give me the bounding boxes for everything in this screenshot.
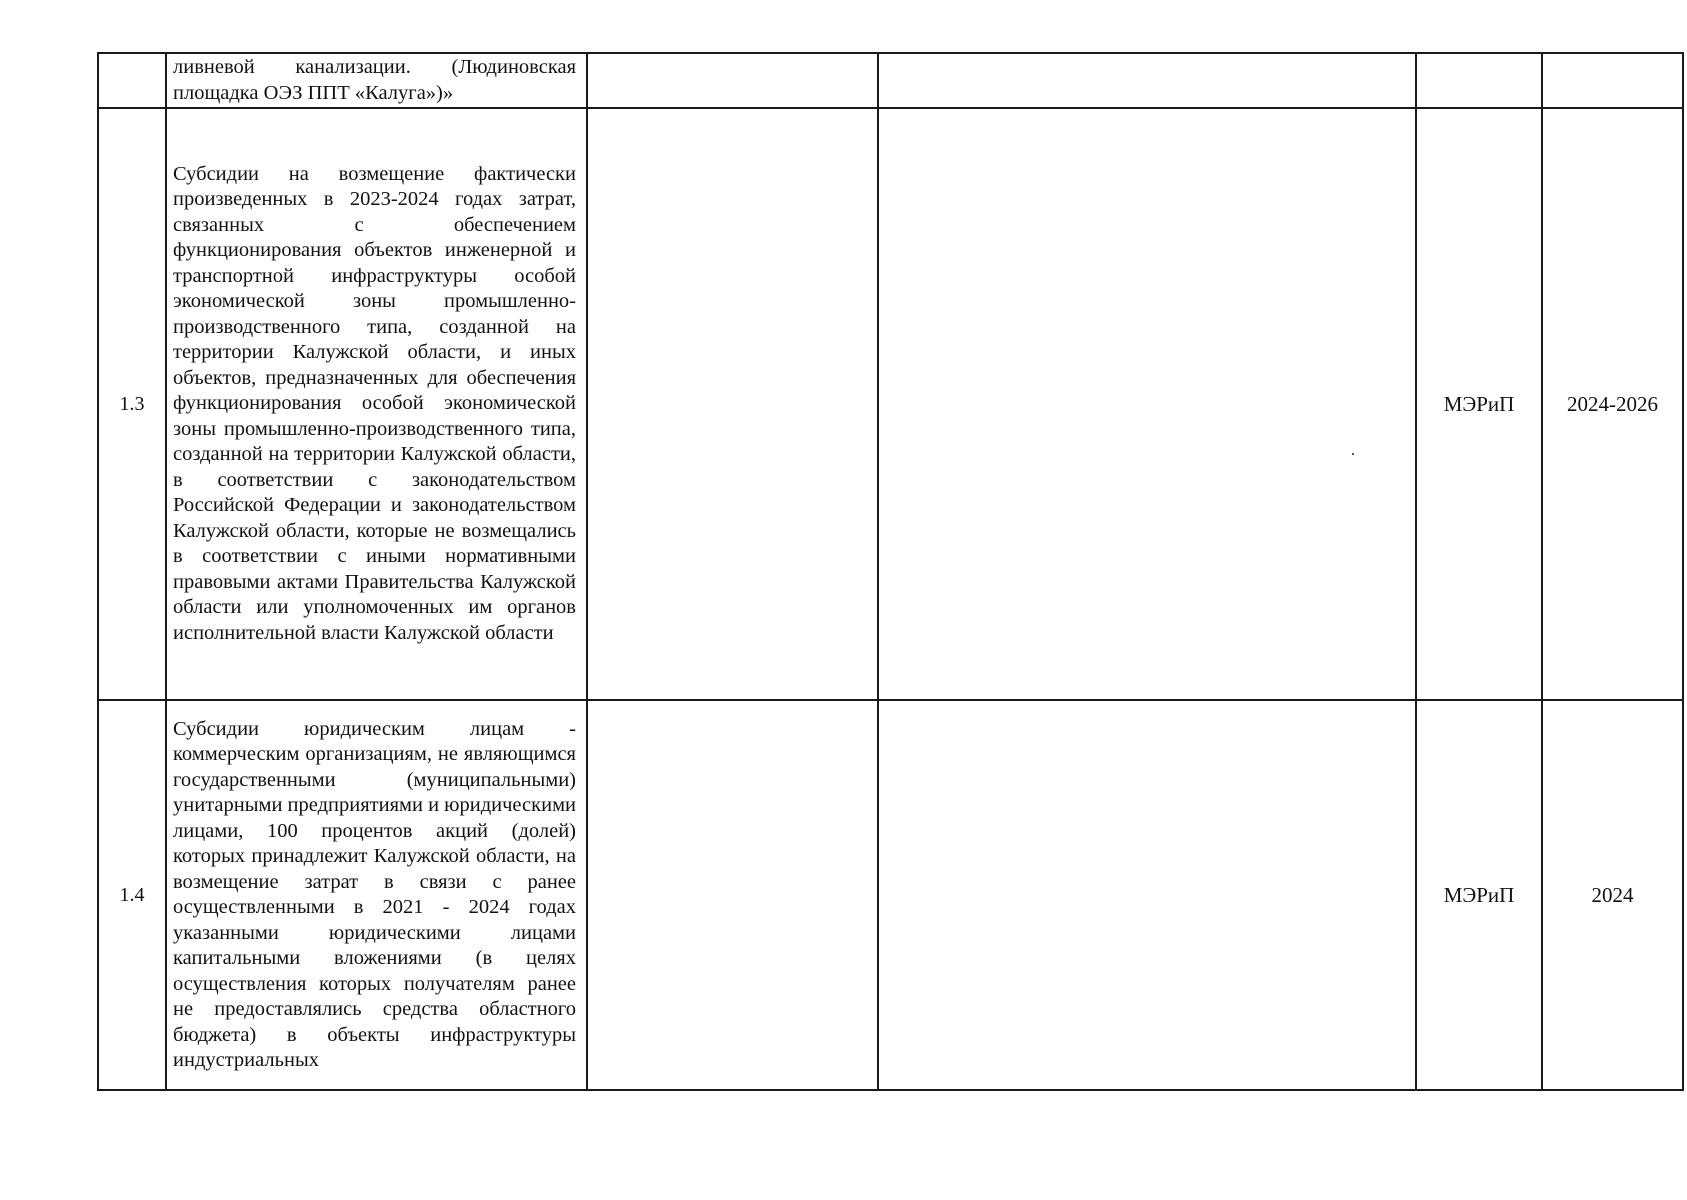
term-cell: 2024-2026 <box>1542 108 1683 700</box>
column-3-cell <box>587 108 878 700</box>
table-row <box>98 53 1683 108</box>
row-number-cell: 1.3 <box>98 108 166 700</box>
column-4-cell <box>878 700 1416 1090</box>
term-cell <box>1542 53 1683 108</box>
responsible-cell <box>1416 53 1542 108</box>
measure-name-cell <box>166 108 587 700</box>
responsible-cell: МЭРиП <box>1416 108 1542 700</box>
responsible-cell: МЭРиП <box>1416 700 1542 1090</box>
table-row <box>98 108 1683 700</box>
measure-name-cell <box>166 53 587 108</box>
measure-name-cell <box>166 700 587 1090</box>
column-3-cell <box>587 700 878 1090</box>
row-number-cell: 1.4 <box>98 700 166 1090</box>
column-4-cell <box>878 108 1416 700</box>
column-4-cell <box>878 53 1416 108</box>
measure-name-text: Субсидии юридическим лицам - коммерческим организациям, не являющимся государственными (муниципальными) унитарными предприятиями и юридическими лицами, 100 процентов акций (долей) которых принадлежит Калужской области, на возмещение затрат в связи с ранее осуществленными в 2021 - 2024 годах указанными юридическими лицами капитальными вложениями (в целях осуществления которых получателям ранее не предоставлялись средства областного бюджета) в объекты инфраструктуры индустриальных <box>173 717 577 1071</box>
term-cell: 2024 <box>1542 700 1683 1090</box>
row-number-cell <box>98 53 166 108</box>
measure-name-text: ливневой канализации. (Людиновская площадка ОЭЗ ППТ «Калуга»)» <box>173 56 576 104</box>
measure-name-text: Субсидии на возмещение фактически произведенных в 2023-2024 годах затрат, связанных с обеспечением функционирования объектов инженерной и транспортной инфраструктуры особой экономической зоны промышленно-производственного типа, созданной на территории Калужской области, и иных объектов, предназначенных для обеспечения функционирования особой экономической зоны промышленно-производственного типа, созданной на территории Калужской области, в соответствии с законодательством Российской Федерации и законодательством Калужской области, которые не возмещались в соответствии с иными нормативными правовыми актами Правительства Калужской области или уполномоченных им органов исполнительной власти Калужской области <box>173 162 576 644</box>
table-row <box>98 700 1683 1090</box>
document-table <box>97 52 1684 1091</box>
scan-speck <box>1352 453 1354 455</box>
column-3-cell <box>587 53 878 108</box>
